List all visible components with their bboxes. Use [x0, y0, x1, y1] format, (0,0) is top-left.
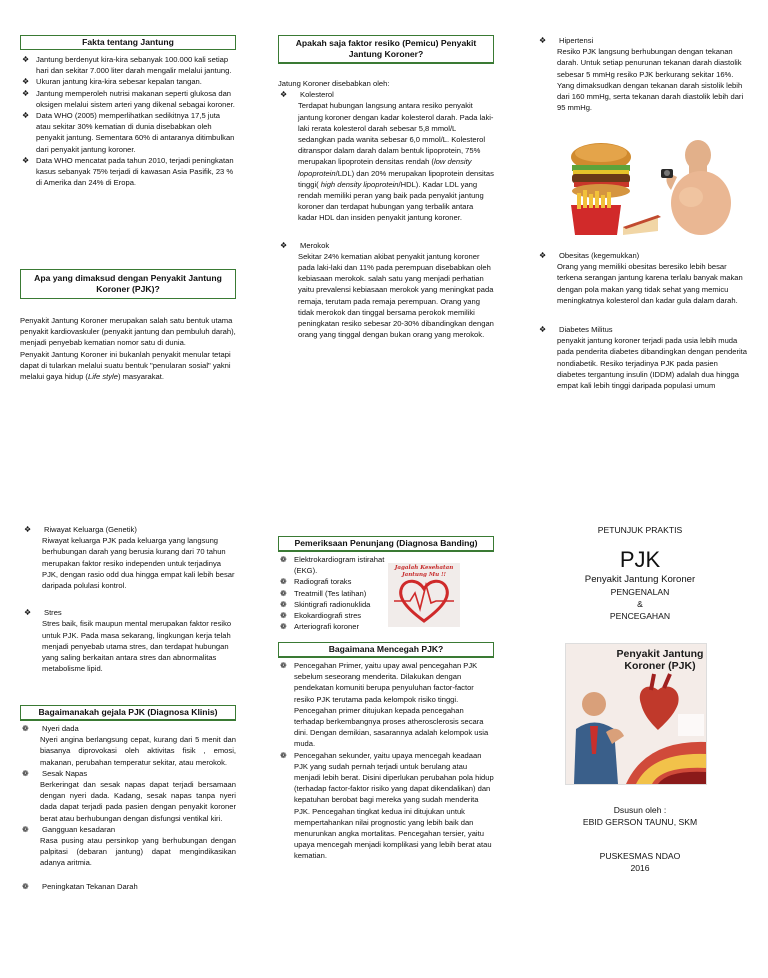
flower-bullet-icon: ❁ — [280, 599, 287, 609]
stres-item: ❖ Stres — [24, 608, 62, 618]
list-item: ❁ Arteriografi koroner — [280, 622, 359, 632]
gejala-text: Nyeri angina berlangsung cepat, kurang dari 5 menit dan biasanya diprovokasi oleh aktivitas fisik , emosi, makanan, perubahan temperatur sekitar, atau merokok. — [40, 735, 236, 767]
dsusun-label: Dsusun oleh : — [613, 805, 667, 815]
flower-bullet-icon: ❁ — [280, 555, 287, 564]
mencegah-title: Bagaimana Mencegah PJK? — [278, 642, 494, 658]
logo-text: Jagalah Kesehatan Jantung Mu !! — [394, 565, 454, 578]
flower-bullet-icon: ❁ — [280, 611, 287, 621]
flower-bullet-icon: ❁ — [280, 622, 287, 632]
cover-subtitle: Penyakit Jantung Koroner — [584, 574, 696, 585]
pemicu-intro: Jatung Koroner disebabkan oleh: — [278, 79, 390, 88]
list-item: ❁ Elektrokardiogram istirahat (EKG). — [280, 555, 385, 576]
riwayat-stres-section — [22, 524, 236, 674]
gejala-item: ❁ Gangguan kesadaran — [22, 824, 116, 834]
pemeriksaan-title: Pemeriksaan Penunjang (Diagnosa Banding) — [278, 536, 494, 552]
list-item: ❁ Radiografi toraks — [280, 577, 352, 587]
merokok-item: ❖ Merokok — [280, 240, 330, 250]
list-item: ❖ Data WHO mencatat pada tahun 2010, terjadi peningkatan kasus sebanyak 75% terjadi di kawasan Asia Pasifik, 23 % di Amerika dan 24% di Eropa. — [22, 155, 234, 188]
list-item: ❖ Jantung memperoleh nutrisi makanan seperti glukosa dan oksigen melalui sistem arteri yang dikenal sebagai koroner. — [22, 88, 235, 109]
merokok-text: Sekitar 24% kematian akibat penyakit jantung koroner pada laki-laki dan 11% pada perempuan disebabkan oleh kebiasaan merokok. salah satu yang menjadi perhatian yaitu prevalensi kebiasaan merokok yang meningkat pada remaja, terutam pada remaja perempuan. Orang yang tidak merokok dan tinggal bersama perokok memiliki peningkatan resiko sebesar 20-30% dibandingkan dengan orang yang tinggal dengan bukan orang yang merokok. — [298, 251, 494, 340]
pemicu-title: Apakah saja faktor resiko (Pemicu) Penyakit Jantung Koroner? — [278, 35, 494, 64]
gejala-item: ❁ Sesak Napas — [22, 768, 88, 778]
list-item: ❁ Pencegahan sekunder, yaitu upaya mencegah keadaan PJK yang sudah pernah terjadi untuk berulang atau menjadi lebih berat. Disini diperlukan perubahan pola hidup (terhadap factor-faktor risiko yang dapat dikendalikan) dan kepatuhan berobat bagi mereka yang sudah menderita PJK. Pencegahan tingkat kedua ini ditujukan untuk mempertahankan nilai prognostic yang lebih baik dan menurunkan angka mortalitas. Pencegahan tersier, yaitu upaya mencegah menjadi komplikasi yang lebih berat atau kematian. — [280, 750, 494, 861]
list-item: ❖ Data WHO (2005) memperlihatkan sedikitnya 17,5 juta atau sekitar 30% kematian di dunia disebabkan oleh penyakit jantung. Sementara 60% di antaranya ditimbulkan dari penyakit jantung koroner. — [22, 111, 235, 154]
flower-bullet-icon: ❁ — [280, 577, 287, 587]
list-item: ❖ Jantung berdenyut kira-kira sebanyak 100.000 kali setiap hari dan sekitar 7.000 liter darah mengalir melalui jantung. — [22, 55, 232, 76]
riwayat-item: ❖ Riwayat Keluarga (Genetik) — [24, 525, 137, 534]
fakta-list — [20, 54, 236, 188]
pemeriksaan-section — [278, 536, 494, 632]
cover-header — [545, 524, 735, 622]
cover-amp: & — [637, 599, 643, 609]
cover-illustration-title: Penyakit Jantung Koroner (PJK) — [616, 648, 704, 672]
list-item: ❁ Skintigrafi radionuklida — [280, 599, 371, 609]
flower-bullet-icon: ❁ — [22, 881, 29, 891]
diabetes-item: ❖ Diabetes Militus — [539, 325, 613, 335]
diamond-bullet-icon: ❖ — [539, 251, 547, 260]
list-item: ❁ Treatmill (Tes latihan) — [280, 588, 367, 598]
obesitas-diabetes-section — [537, 250, 747, 391]
gejala-title: Bagaimanakah gejala PJK (Diagnosa Klinis) — [20, 705, 236, 721]
gejala-item: ❁ Peningkatan Tekanan Darah — [22, 881, 138, 891]
stres-text: Stres baik, fisik maupun mental merupakan faktor resiko untuk PJK. Pada masa sekarang, lingkungan kerja telah menjadi penyebab utama stres, dan terdapat hubungan yang saling berkaitan antara stres dan abnormalitas metabolisme lipid. — [42, 619, 232, 674]
diamond-bullet-icon: ❖ — [22, 77, 30, 87]
mencegah-section — [278, 642, 494, 862]
obesitas-text: Orang yang memiliki obesitas beresiko lebih besar terkena serangan jantung karena terlalu banyak makan dengan pola makan yang tidak sehat yang memicu meningkatnya kolesterol dan kadar gula dalam darah. — [557, 262, 743, 305]
diamond-bullet-icon: ❖ — [280, 90, 288, 100]
obesitas-item: ❖ Obesitas (kegemukkan) — [539, 251, 640, 260]
diamond-bullet-icon: ❖ — [539, 325, 547, 335]
obesity-illustration — [563, 135, 733, 237]
pemeriksaan-list — [278, 554, 388, 632]
list-item: ❖ Ukuran jantung kira-kira sebesar kepalan tangan. — [22, 77, 202, 87]
puskesmas-name: PUSKESMAS NDAO — [599, 851, 681, 861]
diamond-bullet-icon: ❖ — [22, 111, 30, 121]
cover-footer — [545, 804, 735, 874]
flower-bullet-icon: ❁ — [280, 750, 287, 760]
hipertensi-item: ❖ Hipertensi — [539, 36, 594, 45]
cover-illustration — [565, 643, 707, 785]
flower-bullet-icon: ❁ — [22, 768, 29, 778]
flower-bullet-icon: ❁ — [280, 661, 287, 670]
riwayat-text: Riwayat keluarga PJK pada keluarga yang langsung berhubungan darah yang berusia kurang dari 70 tahun merupakan faktor resiko independen untuk terjadinya PJK, dengan rasio odd dua hingga empat kali lebih besar daripada polulasi kontrol. — [42, 536, 235, 591]
list-item: ❁ Pencegahan Primer, yaitu upay awal pencegahan PJK sebelum seseorang menderita. Dilakukan dengan pendekatan komuniti berupa penyuluhan factor-factor resiko PJK terutama pada kelompok risiko tinggi. Pencegahan primer ditujukan kepada pencegahan terhadap berkembangnya proses atherosclerosis secara dini. Dengan demikian, sasarannya adalah kelompok usia muda. — [280, 661, 489, 749]
kolesterol-text: Terdapat hubungan langsung antara resiko penyakit jantung koroner dengan kadar kolesterol darah. Pada laki-laki rerata kolesterol darah sebesar 5,8 mmol/L sedangkan pada wanita sebesar 6,0 mmol/L. Kolesterol ditranspor dalam darah dalam bentuk lipoprotein, 75% merupakan lipoprotein densitas rendah (low density lopoprotein/LDL) dan 20% merupakan lipoprotein densitas tinggi( high density lipoprotein/HDL). Kadar LDL yang rendah memiliki peran yang baik pada penyakit jantung koroner dan terdapat hubungan yang terbalik antara kadar HDL dan insiden penyakit jantung koroner. — [298, 101, 494, 223]
gejala-item: ❁ Nyeri dada — [22, 724, 79, 733]
diabetes-text: penyakit jantung koroner terjadi pada usia lebih muda pada penderita diabetes dibandingkan dengan penderita nondiabetik. Resiko terjadinya PJK pada pasien diabetes tergantung insulin (IDDM) adalah dua hingga empat kali lebih tinggi daripada populasi umum — [557, 336, 748, 391]
heart-logo — [388, 563, 460, 627]
flower-bullet-icon: ❁ — [22, 724, 29, 733]
flower-bullet-icon: ❁ — [22, 824, 29, 834]
diamond-bullet-icon: ❖ — [24, 525, 32, 534]
gejala-text: Berkeringat dan sesak napas dapat terjadi bersamaan dengan nyeri dada. Kadang, sesak napas tanpa nyeri dada dapat terjadi pada pasien dengan penyakit koroner berat atau berhubungan dengan disfungsi ventikal kiri. — [40, 780, 236, 823]
fakta-title: Fakta tentang Jantung — [20, 35, 236, 50]
diamond-bullet-icon: ❖ — [22, 88, 30, 98]
diamond-bullet-icon: ❖ — [24, 608, 32, 618]
cover-pengenalan: PENGENALAN — [610, 587, 670, 597]
hipertensi-section — [537, 35, 747, 113]
flower-bullet-icon: ❁ — [280, 588, 287, 598]
cover-title: PJK — [619, 547, 661, 572]
kolesterol-item: ❖ Kolesterol — [280, 90, 334, 100]
pjk-definition-title: Apa yang dimaksud dengan Penyakit Jantung Koroner (PJK)? — [20, 269, 236, 299]
gejala-text: Rasa pusing atau persinkop yang berhubungan dengan palpitasi (debaran jantung) dapat mengindikasikan adanya aritmia. — [40, 836, 236, 868]
pjk-definition-section — [20, 269, 236, 382]
list-item: ❁ Ekokardiografi stres — [280, 611, 362, 621]
diamond-bullet-icon: ❖ — [22, 55, 30, 64]
pjk-definition-p1: Penyakit Jantung Koroner merupakan salah satu bentuk utama penyakit kardiovaskuler (penyakit jantung dan pembuluh darah), menjadi penyebab kematian nomor satu di dunia. — [20, 316, 236, 348]
pemicu-section — [278, 35, 494, 340]
gejala-section — [20, 705, 236, 892]
diamond-bullet-icon: ❖ — [280, 240, 288, 250]
fakta-section — [20, 35, 236, 188]
petunjuk-text: PETUNJUK PRAKTIS — [597, 525, 683, 535]
diamond-bullet-icon: ❖ — [539, 36, 547, 45]
diamond-bullet-icon: ❖ — [22, 155, 30, 165]
hipertensi-text: Resiko PJK langsung berhubungan dengan tekanan darah. Untuk setiap penurunan tekanan darah diastolik sebesar 5 mmHg resiko PJK berkurang sekitar 16%. Yang dimaksudkan dengan tekanan darah sistolik lebih dari 160 mmHg, serta tekanan darah diastolik lebih dari 95 mmHg. — [557, 47, 744, 113]
cover-pencegahan: PENCEGAHAN — [609, 611, 671, 621]
author-name: EBID GERSON TAUNU, SKM — [582, 817, 698, 827]
pjk-definition-p2: Penyakit Jantung Koroner ini bukanlah penyakit menular tetapi dapat di tularkan melalui suatu bentuk "penularan sosial" yakni melalui gaya hidup (Life style) masyarakat. — [20, 349, 231, 382]
year-text: 2016 — [630, 863, 650, 873]
